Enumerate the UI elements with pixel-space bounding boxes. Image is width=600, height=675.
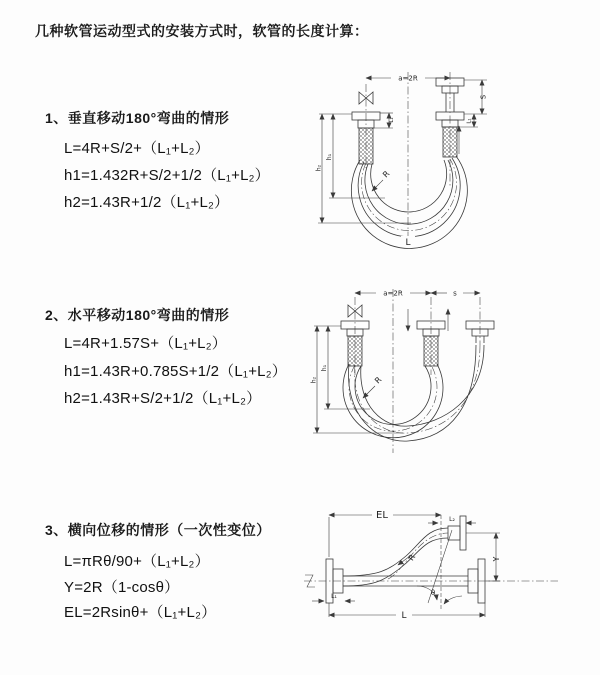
dim-label-y: Y — [492, 556, 501, 562]
dim-label-el: EL — [376, 510, 388, 521]
dim-label-a2r: a=2R — [398, 74, 418, 83]
dim-label-l2: L₂ — [449, 516, 455, 523]
section-3-heading: 3、横向位移的情形（一次性变位） — [45, 522, 271, 538]
section-1-formula-L: L=4R+S/2+（L₁+L₂） — [64, 140, 210, 157]
diagram-horizontal-180-svg — [308, 283, 598, 458]
hose-arc-inner — [371, 160, 447, 212]
dim-label-a2r: a=2R — [383, 289, 403, 298]
s-hose-lower-wall — [343, 538, 448, 586]
middle-braid — [424, 336, 438, 366]
dim-label-s: S — [479, 94, 488, 100]
dim-label-r: R — [406, 552, 418, 563]
section-2-formula-h1: h1=1.43R+0.785S+1/2（L₁+L₂） — [64, 363, 287, 380]
diagram-lateral-displacement — [300, 503, 600, 648]
section-3-formula-EL: EL=2Rsinθ+（L₁+L₂） — [64, 604, 217, 621]
section-3-formula-L: L=πRθ/90+（L₁+L₂） — [64, 553, 210, 570]
radius-leader — [372, 180, 383, 191]
dim-label-h2: h₂ — [310, 376, 318, 384]
dim-label-l1-right: L₁ — [466, 118, 473, 124]
dim-label-l1: L₁ — [331, 593, 337, 600]
section-3-formula-Y: Y=2R（1-cosθ） — [64, 579, 180, 596]
dim-label-r: R — [381, 169, 392, 180]
dim-label-l1-left: L₁ — [389, 117, 395, 123]
section-1-formula-h1: h1=1.432R+S/2+1/2（L₁+L₂） — [64, 167, 270, 184]
hoseB-centerline — [355, 345, 480, 433]
right-braid — [443, 127, 457, 157]
dim-label-l: L — [401, 611, 407, 621]
dim-label-theta: θ — [430, 589, 436, 597]
page-title: 几种软管运动型式的安装方式时，软管的长度计算： — [35, 23, 369, 39]
section-1-formula-h2: h2=1.43R+1/2（L₁+L₂） — [64, 194, 230, 211]
dim-label-h1: h₁ — [326, 153, 333, 161]
section-2-formula-h2: h2=1.43R+S/2+1/2（L₁+L₂） — [64, 390, 262, 407]
diagram-lateral-displacement-svg — [300, 503, 600, 648]
dim-label-s: s — [453, 289, 457, 298]
hose-arc — [365, 160, 453, 224]
dim-label-r: R — [373, 375, 384, 386]
diagram-vertical-180 — [313, 68, 593, 253]
left-braid — [359, 128, 373, 164]
section-2-heading: 2、水平移动180°弯曲的情形 — [45, 307, 230, 323]
section-1-heading: 1、垂直移动180°弯曲的情形 — [45, 110, 230, 126]
hose-arc — [358, 158, 460, 237]
hose-centerline — [362, 159, 457, 231]
s-hose-upper-wall — [343, 528, 448, 576]
dim-label-l: L — [405, 238, 411, 248]
section-2-formula-L: L=4R+1.57S+（L₁+L₂） — [64, 335, 227, 352]
diagram-vertical-180-svg — [313, 68, 593, 253]
theta-arc-right — [444, 596, 462, 604]
diagram-horizontal-180 — [308, 283, 598, 458]
s-hose-centerline — [388, 533, 448, 579]
dim-label-h1: h₁ — [321, 364, 328, 372]
upper-flange-plate — [460, 516, 466, 550]
dim-label-h2: h₂ — [315, 164, 323, 172]
upper-hub — [448, 526, 460, 540]
left-braid — [348, 336, 362, 366]
radius-leader — [363, 386, 375, 398]
